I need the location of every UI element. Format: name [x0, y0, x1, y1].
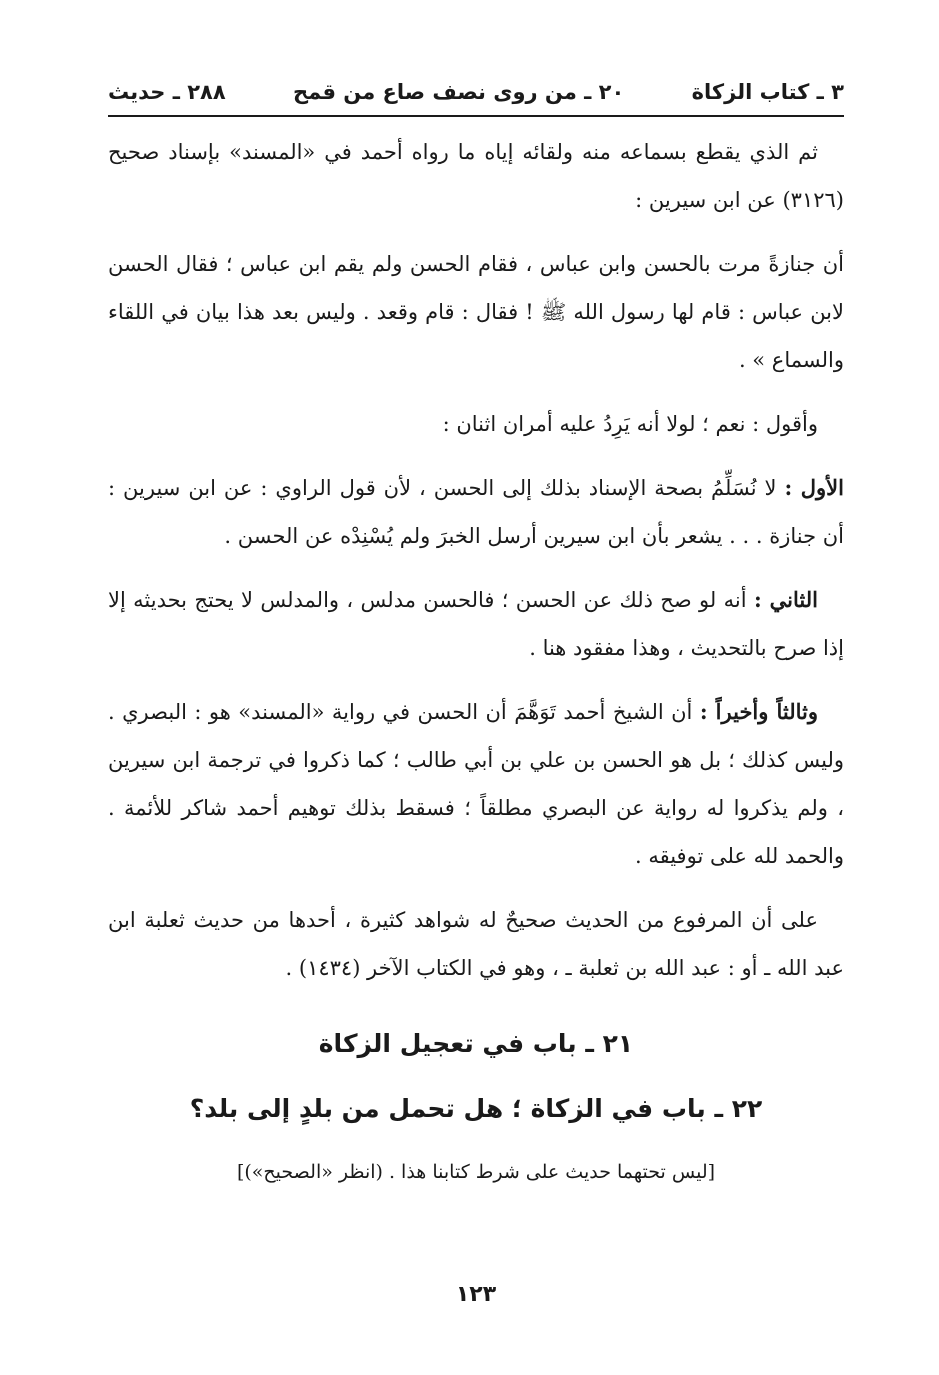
header-hadith-number: ٢٨٨ ـ حديث [108, 80, 226, 104]
paragraph-6-text: أن الشيخ أحمد تَوَهَّمَ أن الحسن في رواية «المسند» هو : البصري . وليس كذلك ؛ بل هو الحسن بن علي بن أبي طالب ؛ كما ذكروا في ترجمة ابن سيرين ، ولم يذكروا له رواية عن البصري مطلقاً ؛ فسقط بذلك توهيم أحمد شاكر للأئمة . والحمد لله على توفيقه . [108, 700, 845, 868]
paragraph-4 [108, 464, 844, 560]
main-text [108, 128, 844, 1008]
chapter-title-21: ٢١ ـ باب في تعجيل الزكاة [318, 1029, 634, 1058]
paragraph-5-text: أنه لو صح ذلك عن الحسن ؛ فالحسن مدلس ، والمدلس لا يحتج بحديثه إلا إذا صرح بالتحديث ، وهذا مفقود هنا . [108, 588, 844, 660]
paragraph-1: ثم الذي يقطع بسماعه منه ولقائه إياه ما رواه أحمد في «المسند» بإسناد صحيح (٣١٢٦) عن ابن سيرين : [108, 140, 844, 212]
paragraph-6 [108, 688, 844, 880]
paragraph-6-lead: وثالثاً وأخيراً : [699, 699, 818, 724]
header-section: ٢٠ ـ من روى نصف صاع من قمح [293, 80, 625, 104]
header-book-chapter: ٣ ـ كتاب الزكاة [691, 80, 844, 104]
editor-note: [ليس تحتهما حديث على شرط كتابنا هذا . (انظر «الصحيح»)] [236, 1161, 716, 1183]
paragraph-4-text: لا نُسَلِّمُ بصحة الإسناد بذلك إلى الحسن ، لأن قول الراوي : عن ابن سيرين : أن جنازة . . . يشعر بأن ابن سيرين أرسل الخبرَ ولم يُسْنِدْه عن الحسن . [108, 476, 844, 548]
header-rule [108, 115, 844, 117]
paragraph-4-lead: الأول : [784, 475, 844, 500]
paragraph-2: أن جنازةً مرت بالحسن وابن عباس ، فقام الحسن ولم يقم ابن عباس ؛ فقال الحسن لابن عباس : قام لها رسول الله ﷺ ! فقال : قام وقعد . وليس بعد هذا بيان في اللقاء والسماع » . [108, 252, 844, 372]
page-number: ١٢٣ [455, 1282, 497, 1307]
paragraph-5 [108, 576, 844, 672]
chapter-title-22: ٢٢ ـ باب في الزكاة ؛ هل تحمل من بلدٍ إلى بلد؟ [189, 1094, 763, 1123]
paragraph-7: على أن المرفوع من الحديث صحيحٌ له شواهد كثيرة ، أحدها من حديث ثعلبة ابن عبد الله ـ أو : عبد الله بن ثعلبة ـ ، وهو في الكتاب الآخر (١٤٣٤) . [108, 908, 844, 980]
running-header [108, 72, 844, 112]
paragraph-5-lead: الثاني : [753, 587, 818, 612]
paragraph-3: وأقول : نعم ؛ لولا أنه يَرِدُ عليه أمران اثنان : [442, 412, 818, 436]
